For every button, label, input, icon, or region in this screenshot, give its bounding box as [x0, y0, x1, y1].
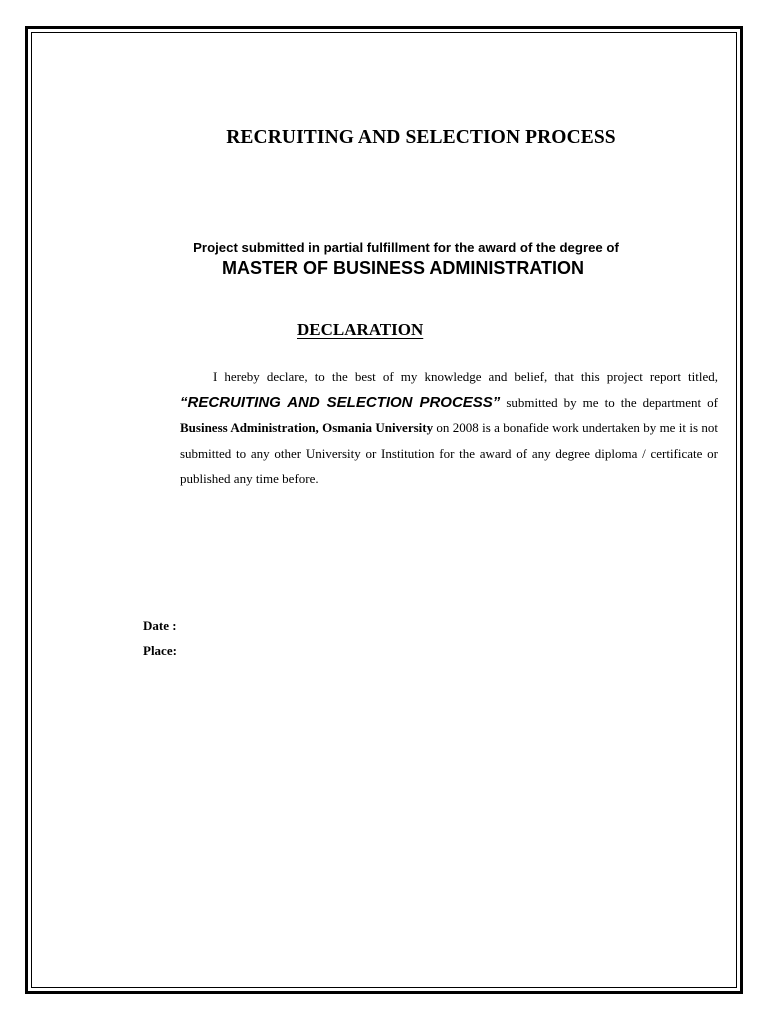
declaration-department: Business Administration, Osmania University — [180, 420, 434, 436]
degree-name: MASTER OF BUSINESS ADMINISTRATION — [221, 258, 584, 278]
project-title: RECRUITING AND SELECTION PROCESS — [226, 127, 616, 148]
declaration-heading: DECLARATION — [297, 320, 424, 339]
declaration-paragraph — [180, 364, 718, 492]
page-border-inner — [31, 32, 737, 988]
declaration-text-part1: I hereby declare, to the best of my knowledge and belief, that this project report titled, — [213, 369, 718, 384]
place-label: Place: — [143, 643, 177, 658]
declaration-text-part2: submitted by me to the department of — [500, 394, 718, 410]
submission-statement: Project submitted in partial fulfillment for the award of the degree of — [193, 240, 619, 255]
declaration-project-title: “RECRUITING AND SELECTION PROCESS” — [180, 393, 501, 411]
declaration-text-part3: on 2008 is a bonafide work undertaken by me it is not submitted to any other University or Institution for the award of any degree diploma / certificate or published any time before. — [180, 420, 718, 487]
date-label: Date : — [143, 618, 177, 633]
